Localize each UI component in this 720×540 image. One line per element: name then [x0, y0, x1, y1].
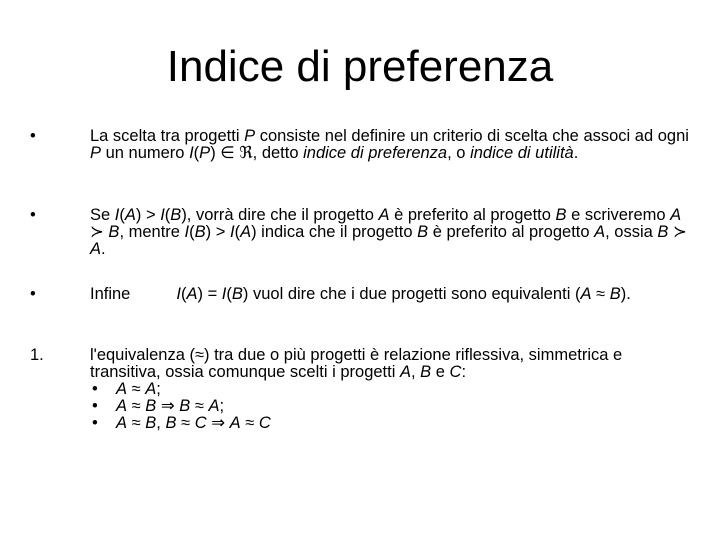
bullet-item-3 — [30, 286, 690, 303]
numbered-text: l'equivalenza (≈) tra due o più progetti è relazione riflessiva, simmetrica e transitiva, ossia comunque scelti i progetti A, B e C: — [90, 346, 623, 381]
sub-list-item — [90, 415, 690, 432]
numbered-marker: 1. — [30, 346, 44, 364]
bullet-item-2 — [30, 207, 690, 258]
sub-bullet: • — [92, 380, 98, 398]
sub-item-text: A ≈ B ⇒ B ≈ A; — [116, 397, 225, 415]
sub-list-item — [90, 398, 690, 415]
numbered-item-1 — [30, 347, 690, 432]
bullet-marker: • — [30, 285, 36, 303]
sub-list-item — [90, 381, 690, 398]
sub-bullet: • — [92, 397, 98, 415]
bullet-item-1 — [30, 128, 690, 162]
bullet-text: Infine I(A) = I(B) vuol dire che i due progetti sono equivalenti (A ≈ B). — [90, 285, 631, 303]
sub-bullet: • — [92, 414, 98, 432]
bullet-text: Se I(A) > I(B), vorrà dire che il progetto A è preferito al progetto B e scriveremo A ≻ B, mentre I(B) > I(A) indica che il progetto B è preferito al progetto A, ossia B ≻ A. — [90, 206, 687, 258]
sub-item-text: A ≈ B, B ≈ C ⇒ A ≈ C — [116, 414, 271, 432]
page-title: Indice di preferenza — [166, 42, 554, 91]
sub-item-text: A ≈ A; — [116, 380, 161, 398]
bullet-marker: • — [30, 127, 36, 145]
sub-list — [90, 381, 690, 432]
bullet-text: La scelta tra progetti P consiste nel definire un criterio di scelta che associ ad ogni P un numero I(P) ∈ ℜ, detto indice di preferenza, o indice di utilità. — [90, 127, 689, 162]
bullet-marker: • — [30, 206, 36, 224]
